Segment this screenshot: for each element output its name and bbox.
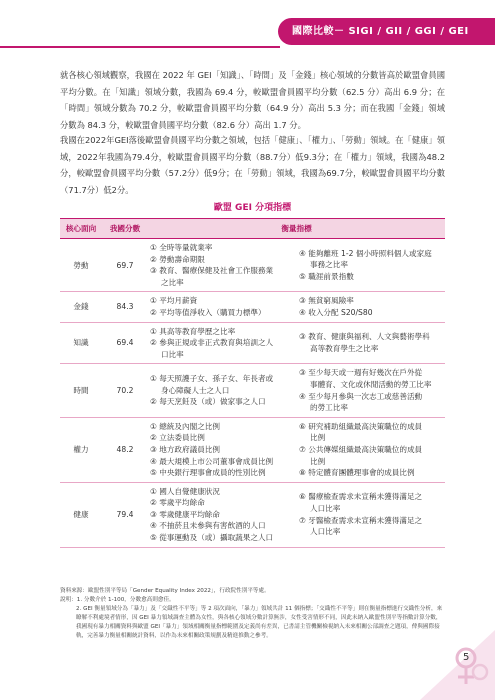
note-2: 2. GEI 衡量領域分為「暴力」及「交織性不平等」等 2 項次面向，「暴力」領域共計 11 個指標；「交織性不平等」則在衡量指標進行交織性分析，來瞭解不利處境者情形，因 GEI 暴力領域調查主體為女性，與各核心領域分數計算無涉，女性受害情形不同，因此未納入歐盟性別平等指數計算分數，我國現有暴力相關資料與歐盟 GEI「暴力」領域相關衡量指標範圍及定義尚有差異，已書請主管機關檢視納入未來相關公部調查之題項，俾與國際接軌，完善暴力衡量相關統計資料，以作為未來相關政策規劃及精進推動之參考。 xyxy=(76,606,443,639)
indicator-item: ⑤ 從事運動及（或）攝取蔬果之人口 xyxy=(150,533,274,543)
note-1: 說明：1. 分數介於 1-100，分數愈高則愈佳。 xyxy=(60,597,175,603)
page-number: 5 xyxy=(463,652,470,663)
indicator-item: ⑥ 醫療檢查需求未宣稱未獲得滿足之 xyxy=(299,492,423,502)
cell-score: 84.3 xyxy=(102,292,148,322)
indicator-item: ④ 至少每月參與一次志工或慈善活動 xyxy=(299,391,423,401)
indicator-item: ① 國人自覺健康狀況 xyxy=(150,486,220,496)
paragraph-knowledge-time-money: 就各核心領域觀察，我國在 2022 年 GEI「知識」、「時間」及「金錢」核心領域的分數皆高於歐盟會員國平均分數。在「知識」領域分數，我國為 69.4 分，較歐盟會員國平均分數（62.5 分）高出 6.9 分；在「時間」領域分數為 70.2 分，較歐盟會員國平均分數（64.9 分）高出 5.3 分；而在我國「金錢」領域分數為 84.3 分，較歐盟會員國平均分數（82.6 分）高出 1.7 分。 xyxy=(60,70,445,130)
cell-indicators-left xyxy=(148,417,297,482)
cell-indicators-left xyxy=(148,239,297,292)
cell-indicators-right xyxy=(297,322,445,364)
indicator-item: ⑤ 中央銀行理事會成員的性別比例 xyxy=(150,468,266,478)
indicator-item: 口比率 xyxy=(161,349,184,359)
indicator-item: 比例 xyxy=(310,433,326,443)
cell-aspect: 金錢 xyxy=(60,292,102,322)
cell-indicators-right xyxy=(297,482,445,547)
indicator-item: ④ 能夠離班 1-2 個小時照料個人或家庭 xyxy=(299,248,432,258)
indicator-item: ⑧ 特定體育團體理事會的成員比例 xyxy=(299,468,415,478)
cell-score: 48.2 xyxy=(102,417,148,482)
cell-indicators-left xyxy=(148,482,297,547)
indicator-item: 人口比率 xyxy=(310,527,341,537)
table-title: 歐盟 GEI 分項指標 xyxy=(213,203,292,213)
cell-aspect: 勞動 xyxy=(60,239,102,292)
indicator-item: ② 每天烹飪及（或）做家事之人口 xyxy=(150,397,266,407)
cell-aspect: 知識 xyxy=(60,322,102,364)
indicator-item: ④ 收入分配 S20/S80 xyxy=(299,307,373,317)
table-row xyxy=(60,322,445,364)
indicator-item: ② 參與正規或非正式教育與培訓之人 xyxy=(150,338,274,348)
gei-indicator-table xyxy=(60,218,445,548)
header-aspect: 核心面向 xyxy=(60,219,102,239)
indicator-item: ③ 至少每天或一週有好幾次在戶外從 xyxy=(299,368,423,378)
indicator-item: ① 總統及內閣之比例 xyxy=(150,421,220,431)
cell-indicators-right xyxy=(297,417,445,482)
header-title: 國際比較－ SIGI / GII / GGI / GEI xyxy=(278,18,495,45)
indicator-item: ② 勞動壽命期限 xyxy=(150,254,205,264)
table-row xyxy=(60,417,445,482)
cell-indicators-left xyxy=(148,364,297,417)
indicator-item: ① 具高等教育學歷之比率 xyxy=(150,326,236,336)
indicator-item: ② 立法委員比例 xyxy=(150,433,205,443)
cell-aspect: 時間 xyxy=(60,364,102,417)
cell-indicators-left xyxy=(148,292,297,322)
header-score: 我國分數 xyxy=(102,219,148,239)
indicator-item: 事務之比率 xyxy=(310,260,348,270)
cell-score: 69.7 xyxy=(102,239,148,292)
indicator-item: ③ 地方政府議員比例 xyxy=(150,444,220,454)
table-body xyxy=(60,239,445,548)
indicator-item: 的勞工比率 xyxy=(310,403,348,413)
corner-decoration xyxy=(380,600,495,700)
cell-indicators-right xyxy=(297,292,445,322)
table-row xyxy=(60,364,445,417)
indicator-item: ④ 最大規模上市公司董事會成員比例 xyxy=(150,456,274,466)
source-note: 資料來源：歐盟性別平等局「Gender Equality Index 2022」，行政院性別平等處。 xyxy=(60,588,270,594)
indicator-item: 比例 xyxy=(310,456,326,466)
indicator-item: ③ 教育、醫療保健及社會工作服務業 xyxy=(150,266,274,276)
indicator-item: ⑦ 牙醫檢查需求未宣稱未獲得滿足之 xyxy=(299,515,423,525)
cell-aspect: 健康 xyxy=(60,482,102,547)
paragraph-health-power-work: 我國在2022年GEI落後歐盟會員國平均分數之領域，包括「健康」、「權力」、「勞動」領域。在「健康」領域，2022年我國為79.4分，較歐盟會員國平均分數（88.7分）低9.3分；在「權力」領域，我國為48.2分，較歐盟會員國平均分數（57.2分）低9分；在「勞動」領域，我國為69.7分，較歐盟會員國平均分數（71.7分）低2分。 xyxy=(60,135,445,195)
indicator-item: ③ 零歲健康平均餘命 xyxy=(150,509,220,519)
indicator-item: ① 每天照護子女、孫子女、年長者或 xyxy=(150,374,274,384)
table-row xyxy=(60,482,445,547)
indicator-item: ⑥ 研究補助組織最高決策職位的成員 xyxy=(299,421,423,431)
cell-score: 70.2 xyxy=(102,364,148,417)
indicator-item: ① 平均月薪資 xyxy=(150,296,198,306)
indicator-item: ① 全時等量就業率 xyxy=(150,243,213,252)
indicator-item: 身心障礙人士之人口 xyxy=(161,385,230,395)
cell-aspect: 權力 xyxy=(60,417,102,482)
indicator-item: ② 平均等值淨收入（購買力標準） xyxy=(150,307,266,317)
table-row xyxy=(60,239,445,292)
cell-indicators-right xyxy=(297,364,445,417)
indicator-item: ⑤ 職涯前景指數 xyxy=(299,271,354,281)
indicator-item: ② 零歲平均餘命 xyxy=(150,498,205,508)
header-rule xyxy=(0,46,280,48)
indicator-item: 高等教育學生之比率 xyxy=(310,343,379,353)
cell-score: 69.4 xyxy=(102,322,148,364)
table-row xyxy=(60,292,445,322)
header-indicators: 衡量指標 xyxy=(148,219,445,239)
indicator-item: 人口比率 xyxy=(310,504,341,514)
indicator-item: 之比率 xyxy=(161,277,184,287)
indicator-item: ③ 無貧窮風險率 xyxy=(299,296,354,306)
cell-indicators-left xyxy=(148,322,297,364)
indicator-item: 事體育、文化或休閒活動的勞工比率 xyxy=(310,379,432,389)
indicator-item: ⑦ 公共傳媒組織最高決策職位的成員 xyxy=(299,444,423,454)
cell-score: 79.4 xyxy=(102,482,148,547)
indicator-item: ③ 教育、健康與福利、人文與藝術學科 xyxy=(299,332,430,342)
indicator-item: ④ 不抽菸且未參與有害飲酒的人口 xyxy=(150,521,266,531)
table-header-row xyxy=(60,219,445,239)
cell-indicators-right xyxy=(297,239,445,292)
